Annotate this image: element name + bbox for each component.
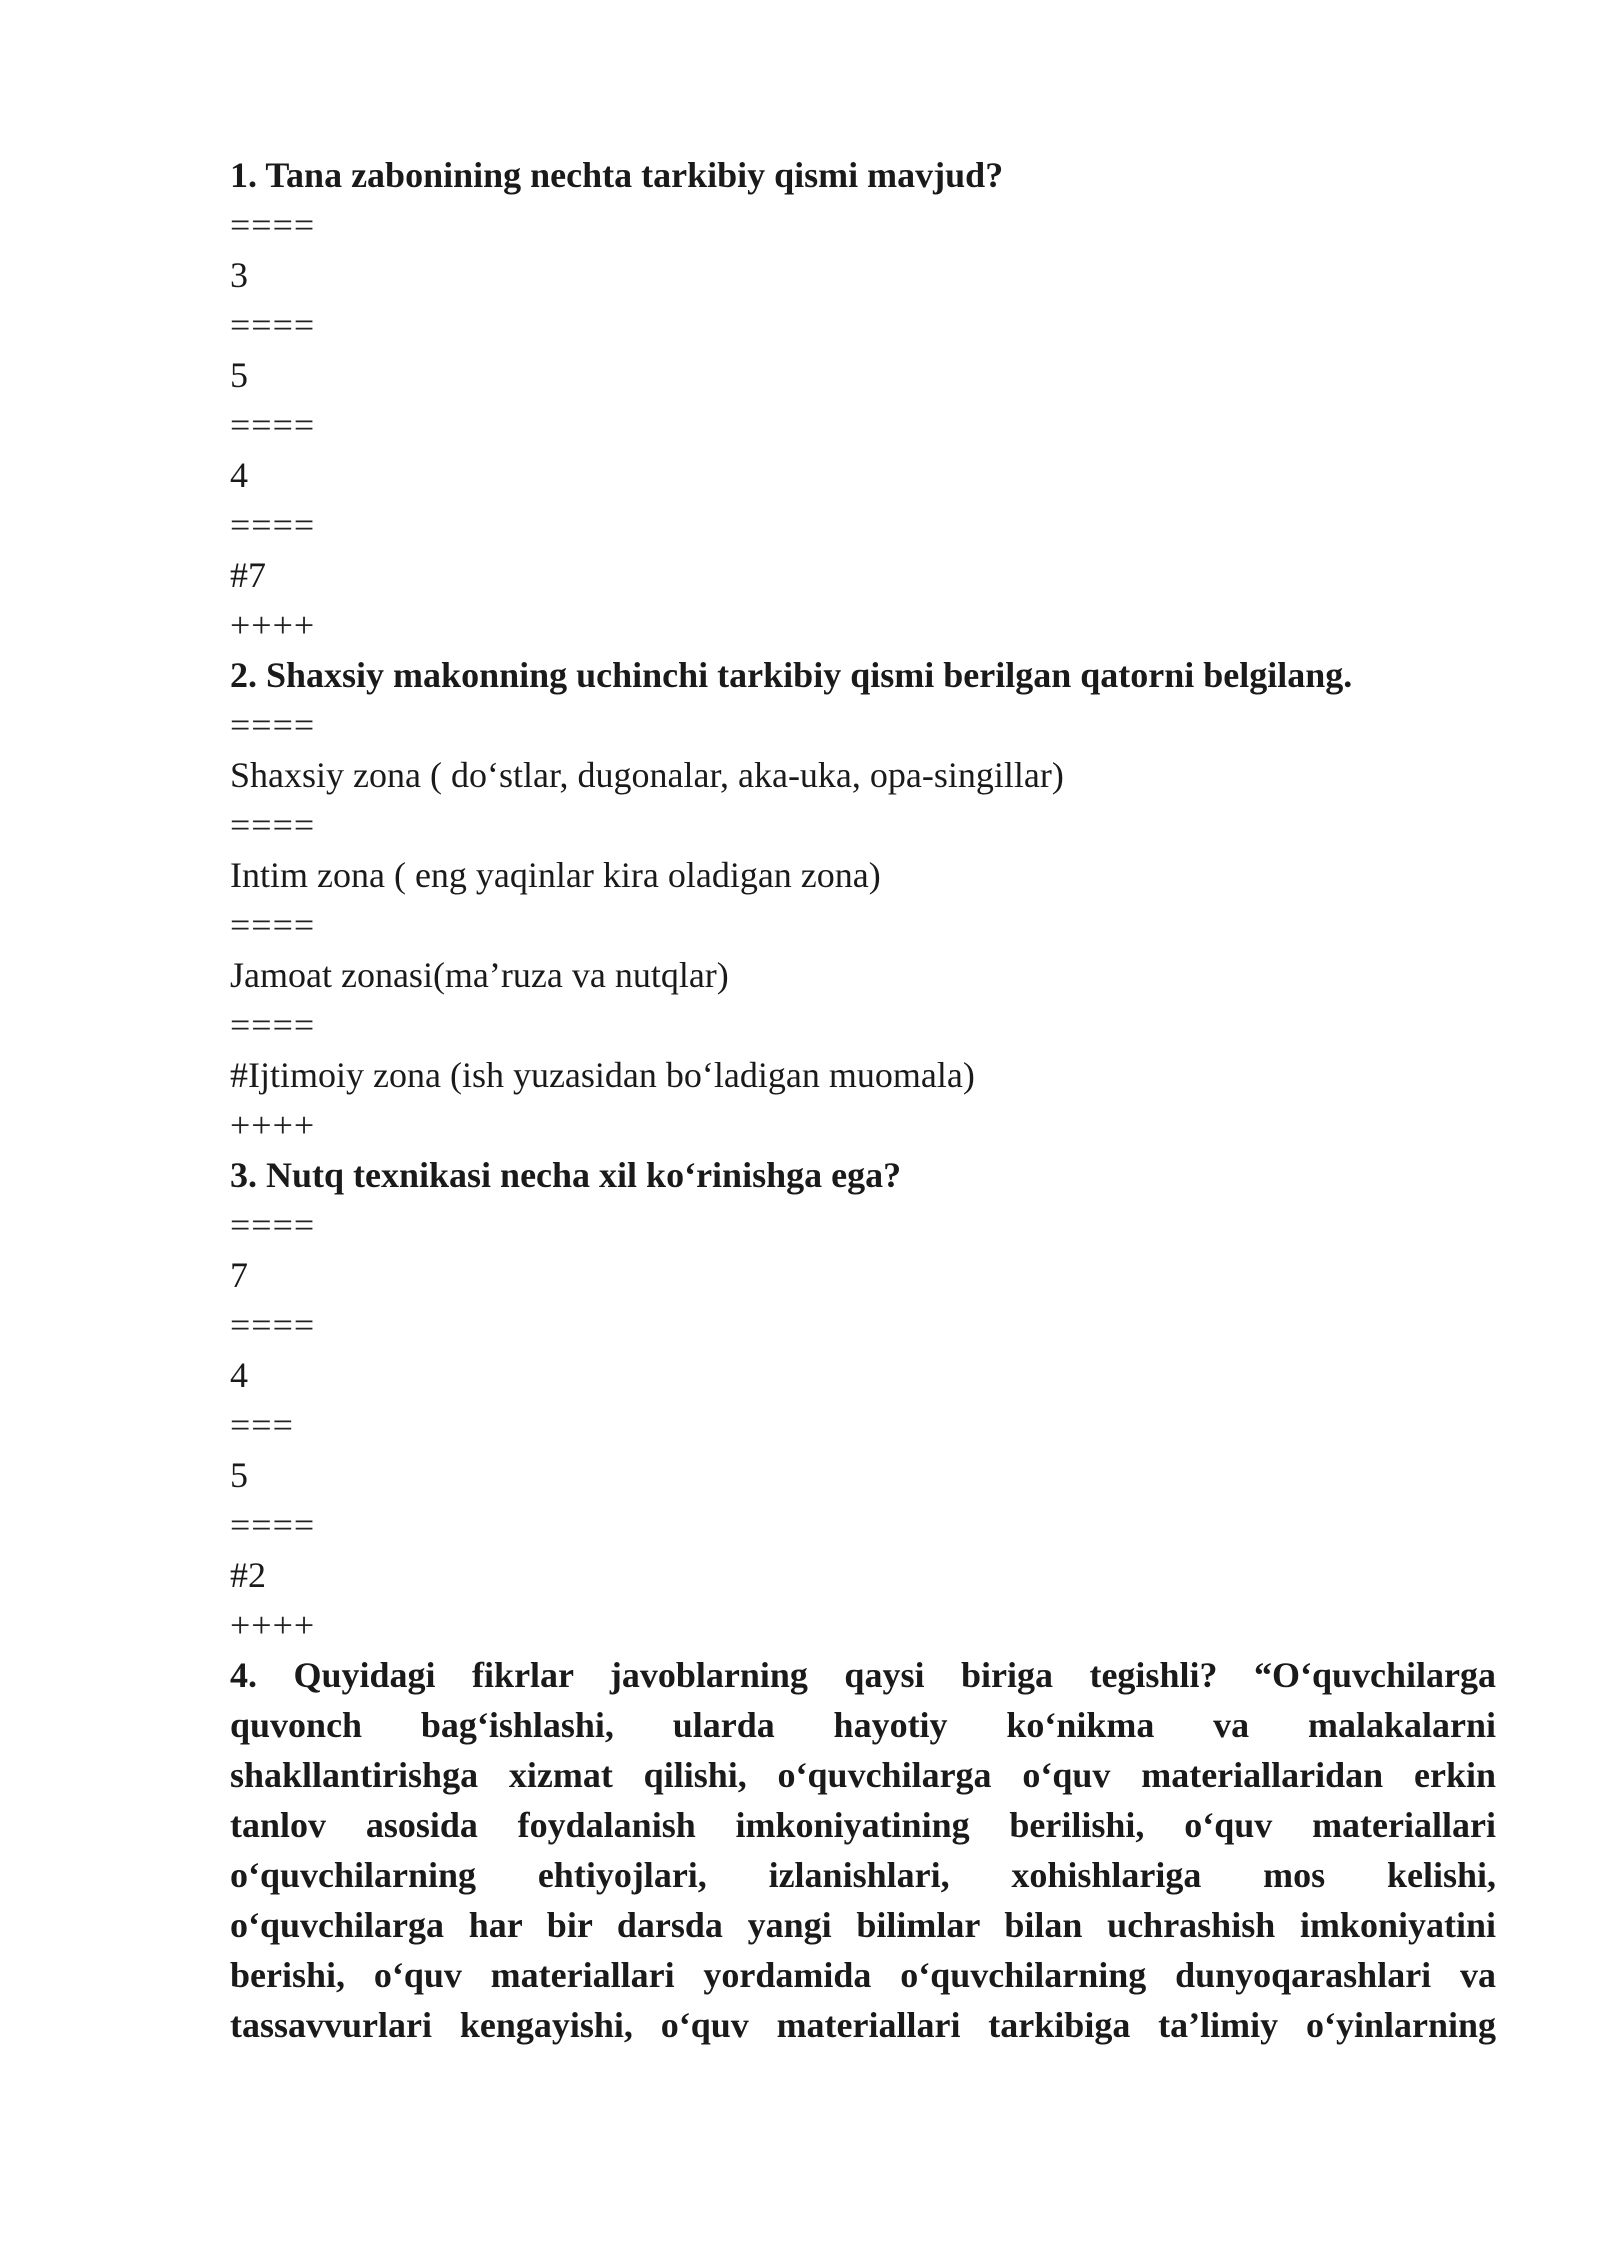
paragraph-line: o‘quvchilarning ehtiyojlari, izlanishlari, xohishlariga mos kelishi, bbox=[230, 1855, 1496, 1895]
answer-option: Intim zona ( eng yaqinlar kira oladigan zona) bbox=[230, 855, 881, 895]
option-separator: ==== bbox=[230, 1005, 316, 1045]
question-3-title: 3. Nutq texnikasi necha xil ko‘rinishga ega? bbox=[230, 1155, 902, 1195]
option-separator: ==== bbox=[230, 205, 316, 245]
option-separator: ==== bbox=[230, 1205, 316, 1245]
correct-answer-option: #Ijtimoiy zona (ish yuzasidan bo‘ladigan muomala) bbox=[230, 1055, 975, 1095]
paragraph-line: shakllantirishga xizmat qilishi, o‘quvchilarga o‘quv materiallaridan erkin bbox=[230, 1755, 1496, 1795]
option-separator: ==== bbox=[230, 1305, 316, 1345]
paragraph-line: quvonch bag‘ishlashi, ularda hayotiy ko‘nikma va malakalarni bbox=[230, 1705, 1496, 1745]
answer-option: 4 bbox=[230, 1355, 248, 1395]
option-separator: ==== bbox=[230, 705, 316, 745]
answer-option: 5 bbox=[230, 1455, 248, 1495]
question-end-marker: ++++ bbox=[230, 1605, 316, 1645]
option-separator: ==== bbox=[230, 1505, 316, 1545]
paragraph-line: o‘quvchilarga har bir darsda yangi bilimlar bilan uchrashish imkoniyatini bbox=[230, 1905, 1496, 1945]
question-4-paragraph bbox=[230, 1650, 1496, 2050]
answer-option: 7 bbox=[230, 1255, 248, 1295]
paragraph-line: 4. Quyidagi fikrlar javoblarning qaysi biriga tegishli? “O‘quvchilarga bbox=[230, 1655, 1496, 1695]
question-end-marker: ++++ bbox=[230, 1105, 316, 1145]
answer-option: 4 bbox=[230, 455, 248, 495]
answer-option: 3 bbox=[230, 255, 248, 295]
document-page bbox=[230, 150, 1496, 2050]
correct-answer-option: #7 bbox=[230, 555, 266, 595]
question-1-title: 1. Tana zabonining nechta tarkibiy qismi mavjud? bbox=[230, 155, 1004, 195]
paragraph-line: tanlov asosida foydalanish imkoniyatining berilishi, o‘quv materiallari bbox=[230, 1805, 1496, 1845]
question-2-title: 2. Shaxsiy makonning uchinchi tarkibiy qismi berilgan qatorni belgilang. bbox=[230, 655, 1353, 695]
answer-option: Jamoat zonasi(ma’ruza va nutqlar) bbox=[230, 955, 729, 995]
question-end-marker: ++++ bbox=[230, 605, 316, 645]
option-separator: ==== bbox=[230, 905, 316, 945]
paragraph-line: berishi, o‘quv materiallari yordamida o‘quvchilarning dunyoqarashlari va bbox=[230, 1955, 1496, 1995]
correct-answer-option: #2 bbox=[230, 1555, 266, 1595]
answer-option: 5 bbox=[230, 355, 248, 395]
answer-option: Shaxsiy zona ( do‘stlar, dugonalar, aka-uka, opa-singillar) bbox=[230, 755, 1064, 795]
option-separator: === bbox=[230, 1405, 294, 1445]
option-separator: ==== bbox=[230, 405, 316, 445]
option-separator: ==== bbox=[230, 805, 316, 845]
paragraph-line: tassavvurlari kengayishi, o‘quv materiallari tarkibiga ta’limiy o‘yinlarning bbox=[230, 2005, 1496, 2045]
option-separator: ==== bbox=[230, 305, 316, 345]
option-separator: ==== bbox=[230, 505, 316, 545]
